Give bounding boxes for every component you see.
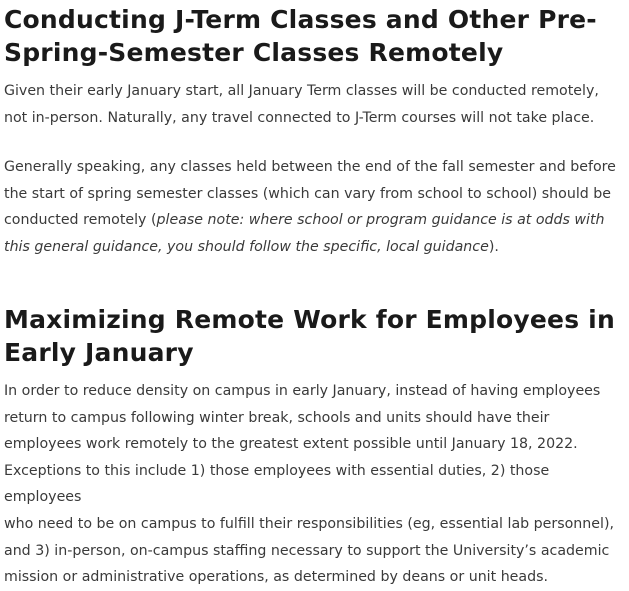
italic-note: please note: where school or program guidance is at odds with [156, 212, 605, 229]
paragraph-pre-spring-classes [4, 154, 624, 260]
text-line: Exceptions to this include 1) those employees with essential duties, 2) those employees [4, 462, 550, 506]
heading-line: Early January [4, 338, 194, 367]
heading-line: Maximizing Remote Work for Employees in [4, 305, 615, 334]
paragraph-jterm-remote [4, 78, 624, 131]
heading-line: Conducting J-Term Classes and Other Pre- [4, 5, 597, 34]
text-line: not in-person. Naturally, any travel connected to J-Term courses will not take place. [4, 109, 595, 126]
text-line: and 3) in-person, on-campus staffing necessary to support the University’s academic [4, 542, 610, 559]
text-line: who need to be on campus to fulfill their responsibilities (eg, essential lab personnel), [4, 515, 614, 532]
text-line: In order to reduce density on campus in early January, instead of having employees [4, 383, 601, 399]
text-line: ). [488, 238, 499, 255]
text-line: Generally speaking, any classes held between the end of the fall semester and before [4, 159, 616, 175]
text-line: return to campus following winter break, schools and units should have their [4, 409, 550, 426]
paragraph-remote-work [4, 378, 624, 591]
italic-note: this general guidance, you should follow the specific, local guidance [4, 238, 489, 255]
text-line: Given their early January start, all January Term classes will be conducted remotely, [4, 83, 599, 99]
heading-line: Spring-Semester Classes Remotely [4, 38, 504, 67]
section-heading-jterm [4, 3, 624, 69]
section-heading-remote-work [4, 303, 624, 369]
text-line: mission or administrative operations, as determined by deans or unit heads. [4, 569, 549, 586]
text-line: employees work remotely to the greatest extent possible until January 18, 2022. [4, 436, 578, 453]
text-line: the start of spring semester classes (which can vary from school to school) should be [4, 185, 612, 202]
text-line: conducted remotely ( [4, 212, 157, 229]
